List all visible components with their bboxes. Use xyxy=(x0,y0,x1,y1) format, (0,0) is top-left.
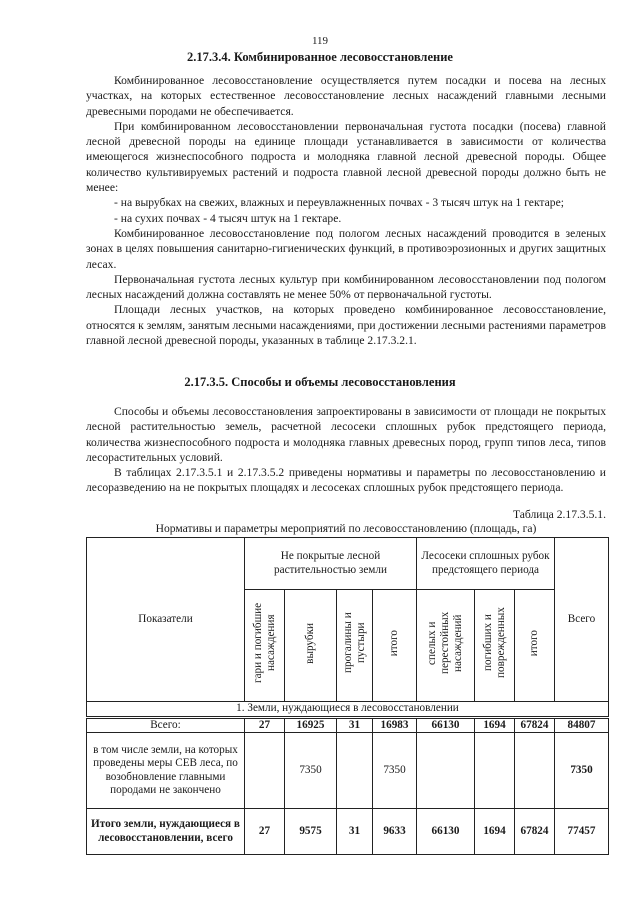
section-combined-body xyxy=(86,73,606,348)
paragraph: При комбинированном лесовосстановлении первоначальная густота посадки (посева) главной лесной древесной породы на единице площади устанавливается в зависимости от количества имеющегося жизнеспособного подроста и молодняка главной лесной древесной породы. Общее количество культивируемых растений и подроста главной лесной древесной породы должно быть не менее: xyxy=(86,119,606,195)
cell-dead: 1694 xyxy=(475,809,515,855)
paragraph: В таблицах 2.17.3.5.1 и 2.17.3.5.2 приведены нормативы и параметры по лесовосстановлению и лесоразведению на не покрытых площадях и лесосеках сплошных рубок предстоящего периода. xyxy=(86,466,606,495)
row-label: Итого земли, нуждающиеся в лесовосстановлении, всего xyxy=(87,809,245,855)
header-total-1 xyxy=(373,590,417,702)
header-total-2-label: итого xyxy=(528,630,540,657)
cell-dead: 1694 xyxy=(475,717,515,733)
header-burned xyxy=(245,590,285,702)
paragraph: Площади лесных участков, на которых проведено комбинированное лесовосстановление, относятся к землям, занятым лесными насаждениями, при достижении лесными растениями параметров главной лесной древесной породы, указанных в таблице 2.17.3.2.1. xyxy=(86,303,606,348)
cell-glades xyxy=(337,733,373,809)
header-glades xyxy=(337,590,373,702)
table-caption: Таблица 2.17.3.5.1. xyxy=(512,508,606,521)
cell-total-2 xyxy=(515,733,555,809)
cell-total-1: 16983 xyxy=(373,717,417,733)
header-glades-label: прогалины и пустыри xyxy=(341,612,367,674)
paragraph: Способы и объемы лесовосстановления запроектированы в зависимости от площади не покрытых лесной растительностью земель, расчетной лесосеки сплошных рубок предстоящего периода, количества жизнеспособного подроста и молодняка главных древесных пород, групп типов леса, типов лесорастительных условий. xyxy=(86,405,606,464)
cell-total-2: 67824 xyxy=(515,717,555,733)
cell-total-1: 9633 xyxy=(373,809,417,855)
cell-clearings: 7350 xyxy=(285,733,337,809)
header-indicators: Показатели xyxy=(87,538,245,702)
cell-grand: 7350 xyxy=(555,733,609,809)
header-total-2 xyxy=(515,590,555,702)
header-group-cutting: Лесосеки сплошных рубок предстоящего периода xyxy=(417,538,555,590)
cell-clearings: 16925 xyxy=(285,717,337,733)
header-mature-label: спелых и перестойных насаждений xyxy=(426,612,464,675)
header-burned-label: гари и погибшие насаждения xyxy=(251,603,277,684)
page-number: 119 xyxy=(311,35,329,47)
section-methods-body xyxy=(86,404,606,496)
cell-burned xyxy=(245,733,285,809)
paragraph: Комбинированное лесовосстановление осуществляется путем посадки и посева на лесных участках, на которых естественное лесовосстановление лесных насаждений главными лесными древесными породами не обеспечивается. xyxy=(86,74,606,118)
header-clearings-label: вырубки xyxy=(304,622,316,664)
cell-total-1: 7350 xyxy=(373,733,417,809)
cell-grand: 84807 xyxy=(555,717,609,733)
table-row xyxy=(87,809,609,855)
cell-burned: 27 xyxy=(245,717,285,733)
row-label: в том числе земли, на которых проведены меры СЕВ леса, по возобновление главными породами не закончено xyxy=(87,733,245,809)
paragraph: - на сухих почвах - 4 тысяч штук на 1 гектаре. xyxy=(114,211,342,225)
header-dead xyxy=(475,590,515,702)
cell-glades: 31 xyxy=(337,809,373,855)
header-clearings xyxy=(285,590,337,702)
cell-clearings: 9575 xyxy=(285,809,337,855)
cell-mature xyxy=(417,733,475,809)
row-label: Всего: xyxy=(87,717,245,733)
header-grand-total: Всего xyxy=(555,538,609,702)
forest-restoration-table xyxy=(86,537,609,855)
header-group-unforested: Не покрытые лесной растительностью земли xyxy=(245,538,417,590)
cell-glades: 31 xyxy=(337,717,373,733)
header-total-1-label: итого xyxy=(388,630,400,657)
table-row xyxy=(87,717,609,733)
paragraph: Комбинированное лесовосстановление под пологом лесных насаждений проводится в зеленых зонах в целях повышения санитарно-гигиенических функций, в противоэрозионных и других защитных лесах. xyxy=(86,226,606,271)
section-heading-methods: 2.17.3.5. Способы и объемы лесовосстановления xyxy=(184,375,456,389)
cell-grand: 77457 xyxy=(555,809,609,855)
header-mature xyxy=(417,590,475,702)
cell-mature: 66130 xyxy=(417,717,475,733)
section-heading-combined: 2.17.3.4. Комбинированное лесовосстановление xyxy=(187,50,453,64)
header-dead-label: погибших и поврежденных xyxy=(481,607,507,679)
table-row xyxy=(87,733,609,809)
table-title: Нормативы и параметры мероприятий по лесовосстановлению (площадь, га) xyxy=(155,522,537,535)
cell-burned: 27 xyxy=(245,809,285,855)
cell-dead xyxy=(475,733,515,809)
cell-total-2: 67824 xyxy=(515,809,555,855)
paragraph: Первоначальная густота лесных культур при комбинированном лесовосстановлении под пологом лесных насаждений должна составлять не менее 50% от первоначальной густоты. xyxy=(86,272,606,302)
paragraph: - на вырубках на свежих, влажных и переувлажненных почвах - 3 тысяч штук на 1 гектаре; xyxy=(114,196,564,210)
cell-mature: 66130 xyxy=(417,809,475,855)
table-section-row: 1. Земли, нуждающиеся в лесовосстановлении xyxy=(87,702,609,718)
